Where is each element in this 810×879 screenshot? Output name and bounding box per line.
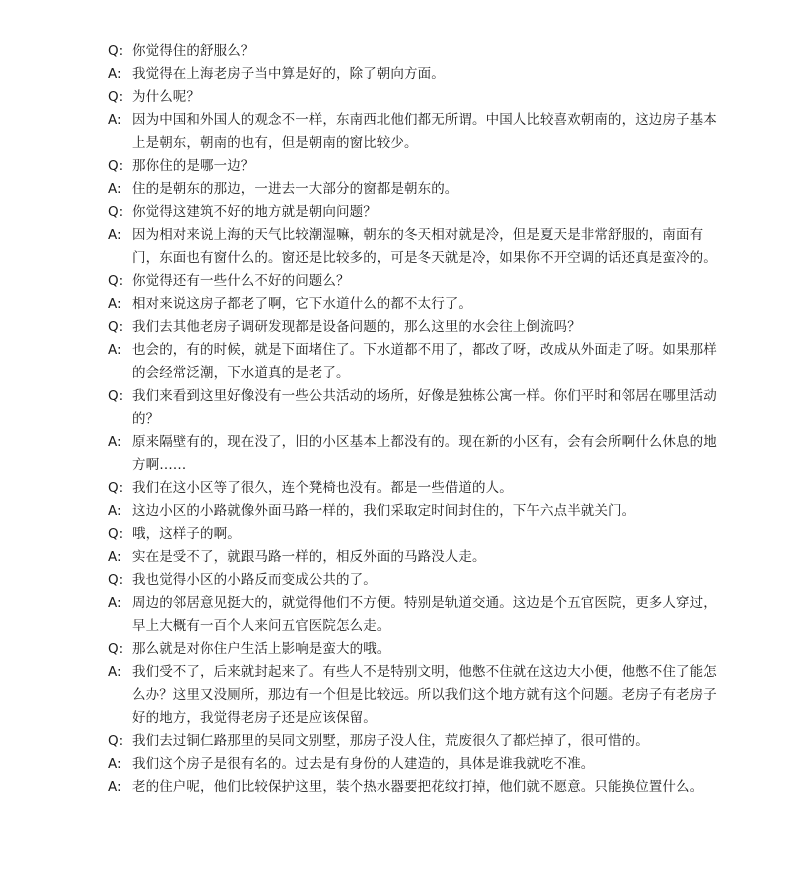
speaker-label: Q: — [108, 388, 124, 404]
entry-text: 实在是受不了，就跟马路一样的，相反外面的马路没人走。 — [132, 549, 486, 565]
speaker-label: Q: — [108, 480, 124, 496]
speaker-label: A: — [108, 549, 122, 565]
qa-entry — [108, 316, 728, 339]
speaker-label: Q: — [108, 319, 124, 335]
entry-text: 我们受不了，后来就封起来了。有些人不是特别文明，他憋不住就在这边大小便，他憋不住了能怎么办？这里又没厕所，那边有一个但是比较远。所以我们这个地方就有这个问题。老房子有老房子好的地方，我觉得老房子还是应该保留。 — [132, 664, 717, 726]
speaker-label: Q: — [108, 43, 124, 59]
entry-text: 为什么呢？ — [132, 89, 200, 105]
qa-entry — [108, 178, 728, 201]
qa-entry — [108, 546, 728, 569]
speaker-label: A: — [108, 779, 122, 795]
qa-entry — [108, 385, 728, 431]
interview-transcript — [108, 40, 728, 799]
entry-text: 你觉得这建筑不好的地方就是朝向问题？ — [132, 204, 377, 220]
entry-text: 我们在这小区等了很久，连个凳椅也没有。都是一些借道的人。 — [132, 480, 513, 496]
entry-text: 老的住户呢，他们比较保护这里，装个热水器要把花纹打掉，他们就不愿意。只能换位置什么。 — [132, 779, 704, 795]
qa-entry — [108, 224, 728, 270]
qa-entry — [108, 339, 728, 385]
qa-entry — [108, 155, 728, 178]
speaker-label: Q: — [108, 526, 124, 542]
speaker-label: Q: — [108, 273, 124, 289]
qa-entry — [108, 592, 728, 638]
entry-text: 哦，这样子的啊。 — [132, 526, 241, 542]
qa-entry — [108, 500, 728, 523]
entry-text: 那你住的是哪一边？ — [132, 158, 255, 174]
qa-entry — [108, 40, 728, 63]
entry-text: 你觉得住的舒服么？ — [132, 43, 255, 59]
qa-entry — [108, 293, 728, 316]
qa-entry — [108, 86, 728, 109]
entry-text: 我们去过铜仁路那里的吴同文别墅，那房子没人住，荒废很久了都烂掉了，很可惜的。 — [132, 733, 649, 749]
qa-entry — [108, 201, 728, 224]
entry-text: 原来隔壁有的，现在没了，旧的小区基本上都没有的。现在新的小区有，会有会所啊什么休息的地方啊…… — [132, 434, 717, 473]
speaker-label: A: — [108, 664, 122, 680]
speaker-label: A: — [108, 756, 122, 772]
qa-entry — [108, 523, 728, 546]
entry-text: 你觉得还有一些什么不好的问题么？ — [132, 273, 350, 289]
qa-entry — [108, 270, 728, 293]
qa-entry — [108, 661, 728, 730]
entry-text: 因为中国和外国人的观念不一样，东南西北他们都无所谓。中国人比较喜欢朝南的，这边房子基本上是朝东，朝南的也有，但是朝南的窗比较少。 — [132, 112, 717, 151]
qa-entry — [108, 431, 728, 477]
entry-text: 周边的邻居意见挺大的，就觉得他们不方便。特别是轨道交通。这边是个五官医院，更多人穿过，早上大概有一百个人来问五官医院怎么走。 — [132, 595, 717, 634]
qa-entry — [108, 63, 728, 86]
qa-entry — [108, 109, 728, 155]
entry-text: 我也觉得小区的小路反而变成公共的了。 — [132, 572, 377, 588]
entry-text: 相对来说这房子都老了啊，它下水道什么的都不太行了。 — [132, 296, 472, 312]
speaker-label: A: — [108, 595, 122, 611]
entry-text: 我觉得在上海老房子当中算是好的，除了朝向方面。 — [132, 66, 445, 82]
qa-entry — [108, 477, 728, 500]
speaker-label: A: — [108, 112, 122, 128]
qa-entry — [108, 776, 728, 799]
speaker-label: Q: — [108, 733, 124, 749]
speaker-label: A: — [108, 181, 122, 197]
speaker-label: Q: — [108, 641, 124, 657]
entry-text: 我们去其他老房子调研发现都是设备问题的，那么这里的水会往上倒流吗？ — [132, 319, 581, 335]
speaker-label: A: — [108, 503, 122, 519]
speaker-label: Q: — [108, 204, 124, 220]
entry-text: 住的是朝东的那边，一进去一大部分的窗都是朝东的。 — [132, 181, 459, 197]
entry-text: 我们这个房子是很有名的。过去是有身份的人建造的，具体是谁我就吃不准。 — [132, 756, 595, 772]
entry-text: 也会的，有的时候，就是下面堵住了。下水道都不用了，都改了呀，改成从外面走了呀。如果那样的会经常泛潮，下水道真的是老了。 — [132, 342, 717, 381]
entry-text: 我们来看到这里好像没有一些公共活动的场所，好像是独栋公寓一样。你们平时和邻居在哪里活动的？ — [132, 388, 717, 427]
qa-entry — [108, 569, 728, 592]
speaker-label: Q: — [108, 572, 124, 588]
qa-entry — [108, 730, 728, 753]
speaker-label: A: — [108, 227, 122, 243]
qa-entry — [108, 753, 728, 776]
entry-text: 这边小区的小路就像外面马路一样的，我们采取定时间封住的，下午六点半就关门。 — [132, 503, 636, 519]
speaker-label: A: — [108, 342, 122, 358]
speaker-label: Q: — [108, 158, 124, 174]
speaker-label: Q: — [108, 89, 124, 105]
speaker-label: A: — [108, 66, 122, 82]
speaker-label: A: — [108, 434, 122, 450]
speaker-label: A: — [108, 296, 122, 312]
qa-entry — [108, 638, 728, 661]
entry-text: 因为相对来说上海的天气比较潮湿嘛，朝东的冬天相对就是冷，但是夏天是非常舒服的，南面有门，东面也有窗什么的。窗还是比较多的，可是冬天就是冷，如果你不开空调的话还真是蛮冷的。 — [132, 227, 717, 266]
entry-text: 那么就是对你住户生活上影响是蛮大的哦。 — [132, 641, 391, 657]
